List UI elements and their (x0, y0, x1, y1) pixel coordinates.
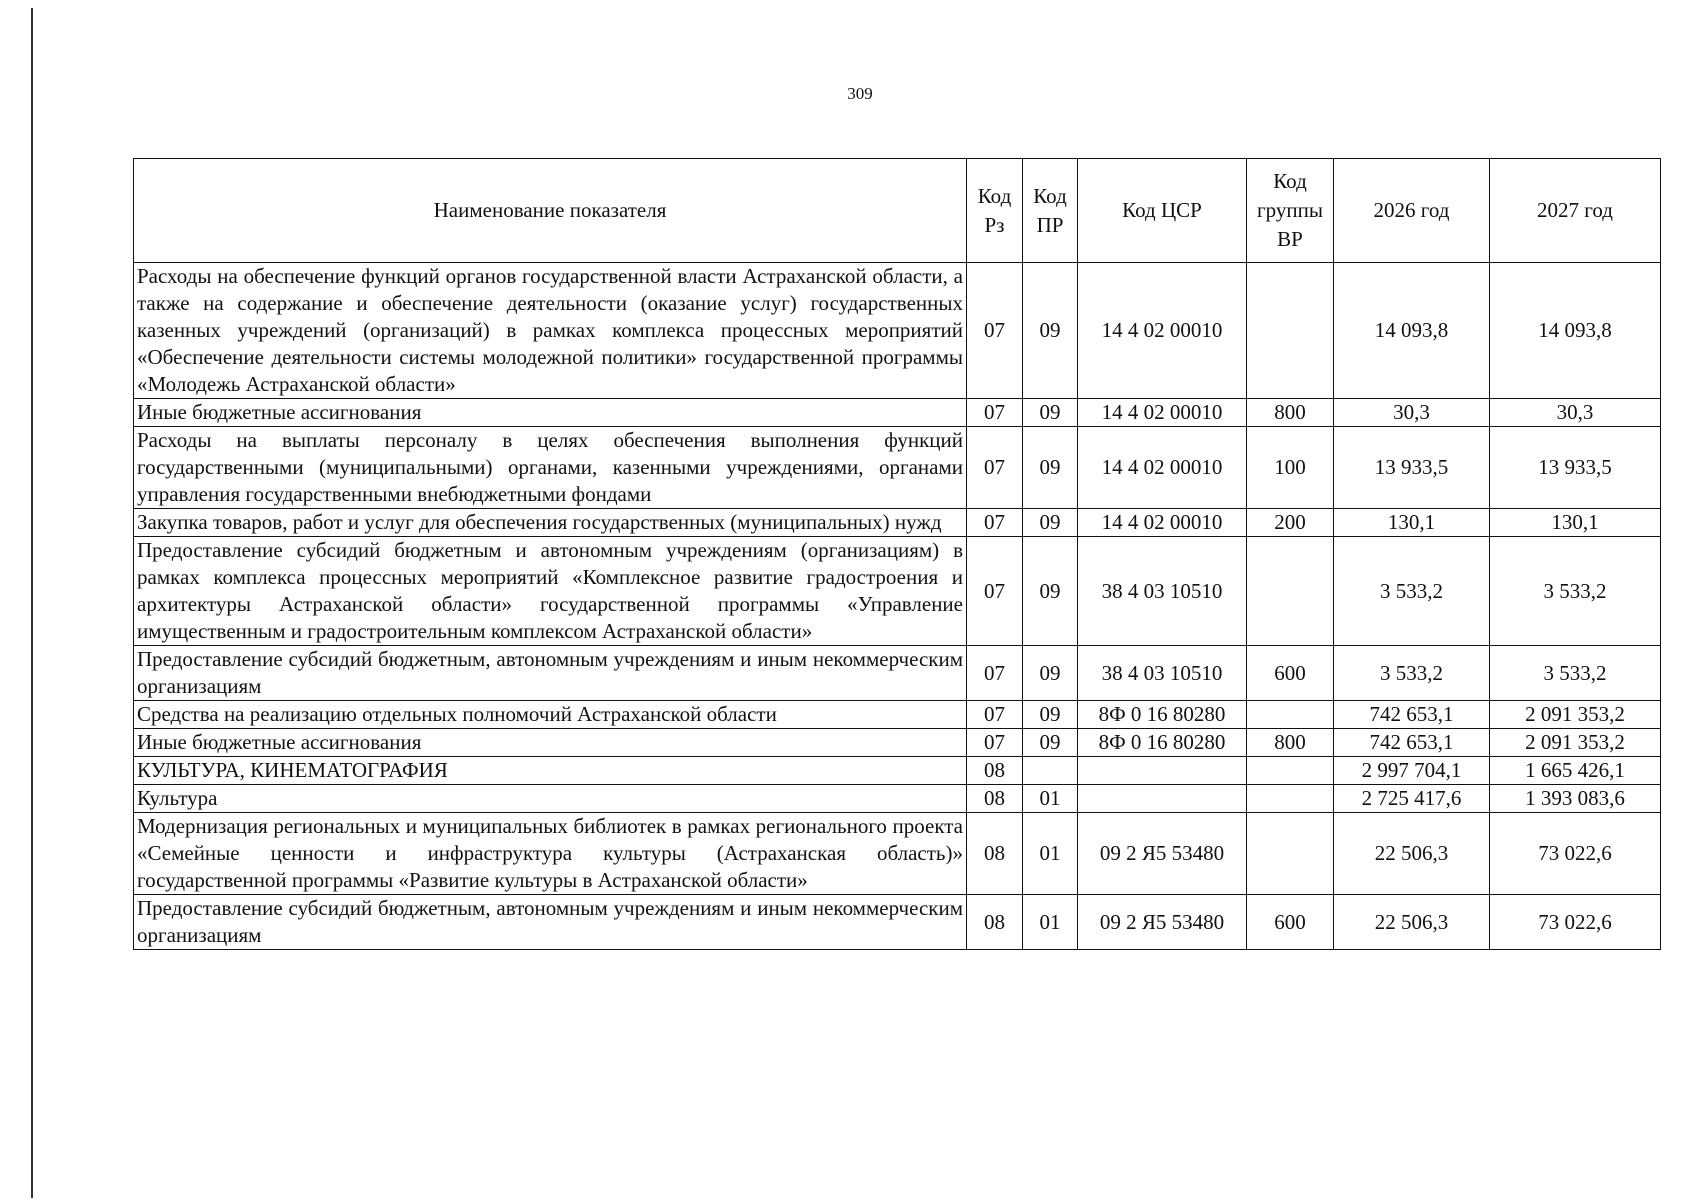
row-2027-cell: 2 091 353,2 (1490, 701, 1661, 729)
row-2026-cell: 130,1 (1334, 509, 1490, 537)
row-vr-cell: 200 (1247, 509, 1334, 537)
row-rz-cell: 08 (967, 785, 1023, 813)
row-rz-cell: 07 (967, 509, 1023, 537)
row-csr-cell: 8Ф 0 16 80280 (1078, 729, 1247, 757)
row-vr-cell: 800 (1247, 399, 1334, 427)
row-csr-cell: 09 2 Я5 53480 (1078, 813, 1247, 895)
table-row (134, 399, 1661, 427)
row-name-cell: Расходы на выплаты персоналу в целях обеспечения выполнения функций государственными (муниципальными) органами, казенными учреждениями, органами управления государственными внебюджетными фондами (134, 427, 967, 509)
table-header (134, 159, 1661, 263)
table-row (134, 701, 1661, 729)
header-vr: Код группы ВР (1247, 159, 1334, 263)
row-2027-cell: 30,3 (1490, 399, 1661, 427)
row-name-cell: Предоставление субсидий бюджетным, автономным учреждениям и иным некоммерческим организациям (134, 646, 967, 701)
row-2027-cell: 2 091 353,2 (1490, 729, 1661, 757)
row-pr-cell: 01 (1023, 895, 1078, 950)
row-rz-cell: 07 (967, 427, 1023, 509)
row-name-cell: Культура (134, 785, 967, 813)
table-row (134, 263, 1661, 399)
row-rz-cell: 08 (967, 895, 1023, 950)
row-csr-cell (1078, 757, 1247, 785)
row-csr-cell: 09 2 Я5 53480 (1078, 895, 1247, 950)
row-pr-cell: 09 (1023, 427, 1078, 509)
row-2027-cell: 130,1 (1490, 509, 1661, 537)
table-row (134, 757, 1661, 785)
row-rz-cell: 07 (967, 701, 1023, 729)
row-pr-cell: 01 (1023, 785, 1078, 813)
row-2027-cell: 3 533,2 (1490, 537, 1661, 646)
budget-table (133, 158, 1661, 950)
row-2026-cell: 2 997 704,1 (1334, 757, 1490, 785)
table-row (134, 646, 1661, 701)
row-name-cell: Расходы на обеспечение функций органов государственной власти Астраханской области, а также на содержание и обеспечение деятельности (оказание услуг) государственных казенных учреждений (организаций) в рамках комплекса процессных мероприятий «Обеспечение деятельности системы молодежной политики» государственной программы «Молодежь Астраханской области» (134, 263, 967, 399)
header-rz: Код Рз (967, 159, 1023, 263)
table-row (134, 729, 1661, 757)
binding-edge-line (31, 8, 33, 1198)
row-2026-cell: 3 533,2 (1334, 537, 1490, 646)
row-2026-cell: 742 653,1 (1334, 729, 1490, 757)
row-pr-cell (1023, 757, 1078, 785)
row-name-cell: Иные бюджетные ассигнования (134, 399, 967, 427)
row-vr-cell (1247, 537, 1334, 646)
table-row (134, 895, 1661, 950)
row-csr-cell: 8Ф 0 16 80280 (1078, 701, 1247, 729)
row-vr-cell (1247, 701, 1334, 729)
row-vr-cell (1247, 785, 1334, 813)
table-row (134, 785, 1661, 813)
row-csr-cell (1078, 785, 1247, 813)
row-2026-cell: 22 506,3 (1334, 813, 1490, 895)
table-row (134, 537, 1661, 646)
row-name-cell: Предоставление субсидий бюджетным, автономным учреждениям и иным некоммерческим организациям (134, 895, 967, 950)
row-pr-cell: 09 (1023, 537, 1078, 646)
row-pr-cell: 09 (1023, 509, 1078, 537)
table-row (134, 427, 1661, 509)
header-2026: 2026 год (1334, 159, 1490, 263)
row-rz-cell: 07 (967, 729, 1023, 757)
row-2026-cell: 14 093,8 (1334, 263, 1490, 399)
row-rz-cell: 07 (967, 263, 1023, 399)
header-name: Наименование показателя (134, 159, 967, 263)
row-2027-cell: 1 393 083,6 (1490, 785, 1661, 813)
row-pr-cell: 09 (1023, 729, 1078, 757)
row-rz-cell: 08 (967, 813, 1023, 895)
row-csr-cell: 14 4 02 00010 (1078, 509, 1247, 537)
row-vr-cell (1247, 813, 1334, 895)
row-name-cell: КУЛЬТУРА, КИНЕМАТОГРАФИЯ (134, 757, 967, 785)
row-2026-cell: 22 506,3 (1334, 895, 1490, 950)
row-csr-cell: 38 4 03 10510 (1078, 537, 1247, 646)
row-2026-cell: 2 725 417,6 (1334, 785, 1490, 813)
row-csr-cell: 14 4 02 00010 (1078, 427, 1247, 509)
row-2027-cell: 73 022,6 (1490, 895, 1661, 950)
row-pr-cell: 01 (1023, 813, 1078, 895)
row-2027-cell: 3 533,2 (1490, 646, 1661, 701)
row-name-cell: Закупка товаров, работ и услуг для обеспечения государственных (муниципальных) нужд (134, 509, 967, 537)
row-rz-cell: 08 (967, 757, 1023, 785)
row-vr-cell: 600 (1247, 646, 1334, 701)
table-body (134, 263, 1661, 950)
row-name-cell: Средства на реализацию отдельных полномочий Астраханской области (134, 701, 967, 729)
row-vr-cell: 800 (1247, 729, 1334, 757)
table-row (134, 509, 1661, 537)
row-pr-cell: 09 (1023, 263, 1078, 399)
row-pr-cell: 09 (1023, 701, 1078, 729)
row-csr-cell: 14 4 02 00010 (1078, 263, 1247, 399)
row-2027-cell: 13 933,5 (1490, 427, 1661, 509)
header-csr: Код ЦСР (1078, 159, 1247, 263)
header-2027: 2027 год (1490, 159, 1661, 263)
header-row (134, 159, 1661, 263)
row-csr-cell: 14 4 02 00010 (1078, 399, 1247, 427)
row-rz-cell: 07 (967, 537, 1023, 646)
row-vr-cell: 600 (1247, 895, 1334, 950)
row-csr-cell: 38 4 03 10510 (1078, 646, 1247, 701)
row-2026-cell: 742 653,1 (1334, 701, 1490, 729)
row-name-cell: Предоставление субсидий бюджетным и автономным учреждениям (организациям) в рамках комплекса процессных мероприятий «Комплексное развитие градостроения и архитектуры Астраханской области» государственной программы «Управление имущественным и градостроительным комплексом Астраханской области» (134, 537, 967, 646)
row-vr-cell: 100 (1247, 427, 1334, 509)
table-row (134, 813, 1661, 895)
page-number: 309 (847, 84, 873, 103)
row-rz-cell: 07 (967, 399, 1023, 427)
row-vr-cell (1247, 757, 1334, 785)
row-pr-cell: 09 (1023, 399, 1078, 427)
row-2026-cell: 13 933,5 (1334, 427, 1490, 509)
row-name-cell: Модернизация региональных и муниципальных библиотек в рамках регионального проекта «Семейные ценности и инфраструктура культуры (Астраханская область)» государственной программы «Развитие культуры в Астраханской области» (134, 813, 967, 895)
row-name-cell: Иные бюджетные ассигнования (134, 729, 967, 757)
row-2027-cell: 1 665 426,1 (1490, 757, 1661, 785)
header-pr: Код ПР (1023, 159, 1078, 263)
row-2027-cell: 14 093,8 (1490, 263, 1661, 399)
row-rz-cell: 07 (967, 646, 1023, 701)
row-pr-cell: 09 (1023, 646, 1078, 701)
row-2026-cell: 3 533,2 (1334, 646, 1490, 701)
row-vr-cell (1247, 263, 1334, 399)
row-2027-cell: 73 022,6 (1490, 813, 1661, 895)
row-2026-cell: 30,3 (1334, 399, 1490, 427)
